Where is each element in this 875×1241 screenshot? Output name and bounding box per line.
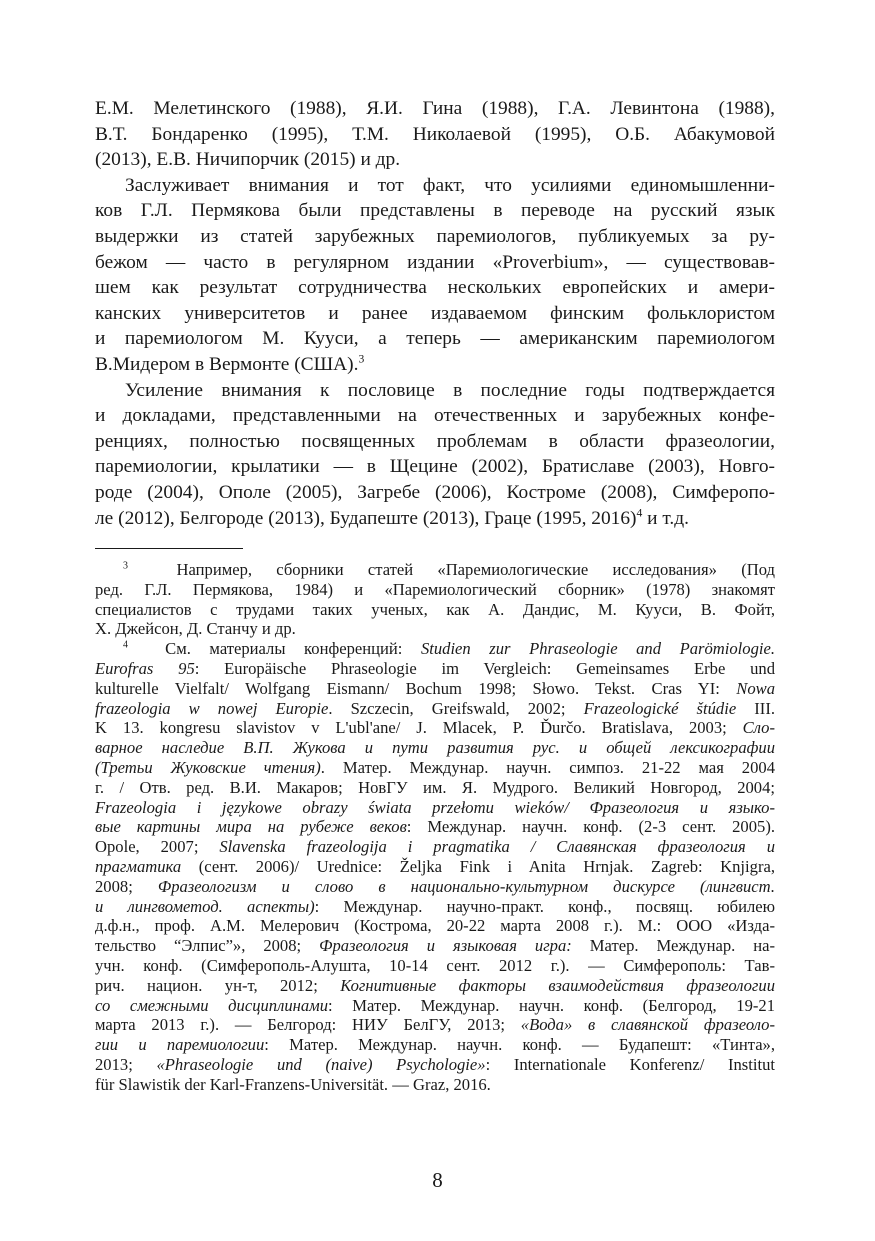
text-fragment: Frazeologické štúdie xyxy=(583,698,737,718)
footnote-line xyxy=(95,837,775,857)
footnote-mark: 4 xyxy=(123,639,128,651)
footnote-line xyxy=(95,976,775,996)
text-fragment: В.Мидером в Вермонте (США). xyxy=(95,353,359,375)
text-line: ков Г.Л. Пермякова были представлены в переводе на русский язык xyxy=(95,200,775,222)
text-fragment: Матер. Междунар. на- xyxy=(571,936,775,956)
text-fragment: «Вода» в славянской фразеоло- xyxy=(520,1015,775,1035)
footnote-line xyxy=(95,1015,775,1035)
text-fragment: Например, сборники статей «Паремиологические исследования» (Под xyxy=(176,560,775,579)
text-line: бежом — часто в регулярном издании «Proverbium», — существовав- xyxy=(95,251,775,273)
footnote-4 xyxy=(95,639,775,1094)
footnote-line xyxy=(95,679,775,699)
footnote-divider xyxy=(95,548,243,549)
text-fragment: прагматика xyxy=(95,856,182,876)
footnote-line: ред. Г.Л. Пермякова, 1984) и «Паремиологический сборник» (1978) знакомят xyxy=(95,579,775,599)
text-fragment: frazeologia w nowej Europie xyxy=(95,698,329,718)
text-fragment: гии и паремиологии xyxy=(95,1035,265,1055)
footnote-line xyxy=(95,738,775,758)
text-fragment: марта 2013 г.). — Белгород: НИУ БелГУ, 2013; xyxy=(95,1015,521,1035)
footnote-line: учн. конф. (Симферополь-Алушта, 10-14 сент. 2012 г.). — Симферополь: Тав- xyxy=(95,955,775,975)
footnote-ref-3[interactable]: 3 xyxy=(358,352,365,366)
text-fragment: . Матер. Междунар. научн. симпоз. 21-22 мая 2004 xyxy=(320,757,775,777)
footnote-line xyxy=(95,877,775,897)
text-fragment: Opole, 2007; xyxy=(95,837,220,857)
text-fragment: 2008; xyxy=(95,876,158,896)
footnote-ref-4[interactable]: 4 xyxy=(636,506,643,520)
text-fragment: : Матер. Междунар. научн. конф. — Будапешт: «Тинта», xyxy=(264,1035,776,1055)
text-fragment: (Третьи Жуковские чтения) xyxy=(95,757,321,777)
text-fragment: рич. национ. ун-т, 2012; xyxy=(95,975,341,995)
footnote-line xyxy=(95,897,775,917)
text-line: ренциях, полностью посвященных проблемам в области фразеологии, xyxy=(95,430,775,452)
paragraph-3 xyxy=(95,378,775,532)
footnote-line: für Slawistik der Karl-Franzens-Universität. — Graz, 2016. xyxy=(95,1074,491,1094)
text-fragment: Nowa xyxy=(736,678,775,698)
text-fragment: Eurofras 95 xyxy=(95,658,195,678)
text-line: роде (2004), Ополе (2005), Загребе (2006), Костроме (2008), Симферопо- xyxy=(95,481,775,503)
paragraph-2 xyxy=(95,173,775,378)
text-fragment: Фразеологизм и слово в национально-культурном дискурсе (лингвист. xyxy=(157,876,775,896)
footnote-line xyxy=(95,718,775,738)
text-fragment: kulturelle Vielfalt/ Wolfgang Eismann/ Bochum 1998; Słowo. Tekst. Cras YI: xyxy=(95,678,737,698)
text-fragment: Studien zur Phraseologie and Parömiologie. xyxy=(420,639,775,659)
footnote-line: д.ф.н., проф. А.М. Мелерович (Кострома, 20-22 марта 2008 г.). М.: ООО «Изда- xyxy=(95,916,775,936)
text-line xyxy=(95,506,775,532)
text-line: В.Т. Бондаренко (1995), Т.М. Николаевой (1995), О.Б. Абакумовой xyxy=(95,123,775,145)
footnote-line xyxy=(95,996,775,1016)
text-line: (2013), Е.В. Ничипорчик (2015) и др. xyxy=(95,149,401,171)
text-fragment: со смежными дисциплинами xyxy=(95,995,329,1015)
text-fragment: и т.д. xyxy=(642,507,689,529)
footnote-line xyxy=(95,699,775,719)
footnote-line xyxy=(95,1035,775,1055)
main-text xyxy=(95,96,775,531)
text-line: Заслуживает внимания и тот факт, что усилиями единомышленни- xyxy=(125,174,775,196)
text-fragment: Slavenska frazeologija i pragmatika / Славянская фразеология и xyxy=(219,837,775,857)
footnote-line: Х. Джейсон, Д. Станчу и др. xyxy=(95,619,296,639)
footnote-mark: 3 xyxy=(123,560,128,572)
text-fragment: (сент. 2006)/ Urednice: Željka Fink i Anita Hrnjak. Zagreb: Knjigra, xyxy=(181,856,775,876)
footnote-3 xyxy=(95,560,775,639)
text-fragment: III. xyxy=(736,698,775,718)
footnote-line xyxy=(95,817,775,837)
text-fragment: тельство “Элпис”», 2008; xyxy=(95,936,320,956)
text-fragment: ле (2012), Белгороде (2013), Будапеште (2013), Граце (1995, 2016) xyxy=(95,507,637,529)
text-line: Е.М. Мелетинского (1988), Я.И. Гина (1988), Г.А. Левинтона (1988), xyxy=(95,98,775,119)
text-fragment: : Междунар. научн. конф. (2-3 сент. 2005). xyxy=(406,817,775,837)
text-fragment: : Междунар. научно-практ. конф., посвящ. юбилею xyxy=(314,896,776,916)
footnote-line xyxy=(95,857,775,877)
paragraph-1 xyxy=(95,96,775,173)
text-fragment: См. материалы конференций: xyxy=(165,639,421,659)
footnotes xyxy=(95,560,775,1095)
text-fragment: K 13. kongresu slavistov v L'ubl'ane/ J. Mlacek, P. Ďurčo. Bratislava, 2003; xyxy=(95,718,743,738)
text-fragment: : Europäische Phraseologie im Vergleich: Gemeinsames Erbe und xyxy=(194,658,776,678)
footnote-line xyxy=(95,560,775,580)
footnote-line: специалистов с трудами таких ученых, как А. Дандис, М. Кууси, В. Фойт, xyxy=(95,599,775,619)
text-fragment: «Phraseologie und (naive) Psychologie» xyxy=(156,1054,486,1074)
page-number: 8 xyxy=(432,1168,443,1192)
text-fragment: вые картины мира на рубеже веков xyxy=(95,817,407,837)
text-fragment: 2013; xyxy=(95,1054,157,1074)
text-line: паремиологии, крылатики — в Щецине (2002), Братиславе (2003), Новго- xyxy=(95,456,775,478)
text-fragment: Сло- xyxy=(742,718,775,738)
text-fragment: Фразеология и языковая игра: xyxy=(319,936,572,956)
text-line: и паремиологом М. Кууси, а теперь — американским паремиологом xyxy=(95,328,775,350)
footnote-line xyxy=(95,1055,775,1075)
text-fragment: Когнитивные факторы взаимодействия фразеологии xyxy=(340,975,775,995)
footnote-line: г. / Отв. ред. В.И. Макаров; НовГУ им. Я. Мудрого. Великий Новгород, 2004; xyxy=(95,777,775,797)
text-fragment: : Матер. Междунар. научн. конф. (Белгород, 19-21 xyxy=(328,995,775,1015)
footnote-line xyxy=(95,659,775,679)
text-fragment: : Internationale Konferenz/ Institut xyxy=(485,1054,776,1074)
text-line: и докладами, представленными на отечественных и зарубежных конфе- xyxy=(95,405,775,427)
text-line: шем как результат сотрудничества нескольких европейских и амери- xyxy=(95,277,775,299)
footnote-line xyxy=(95,758,775,778)
text-line: канских университетов и ранее издаваемом финским фольклористом xyxy=(95,302,775,324)
footnote-line xyxy=(95,936,775,956)
text-line xyxy=(95,352,775,378)
text-line: Усиление внимания к пословице в последние годы подтверждается xyxy=(125,379,775,401)
footnote-line xyxy=(95,798,775,818)
text-fragment: . Szczecin, Greifswald, 2002; xyxy=(328,698,584,718)
footnote-line xyxy=(95,639,775,659)
text-line: выдержки из статей зарубежных паремиологов, публикуемых за ру- xyxy=(95,225,775,247)
text-fragment: варное наследие В.П. Жукова и пути развития рус. и общей лексикографии xyxy=(95,738,775,758)
text-fragment: Frazeologia i językowe obrazy świata przełomu wieków/ Фразеология и языко- xyxy=(95,797,775,817)
text-fragment: и лингвометод. аспекты) xyxy=(95,896,315,916)
